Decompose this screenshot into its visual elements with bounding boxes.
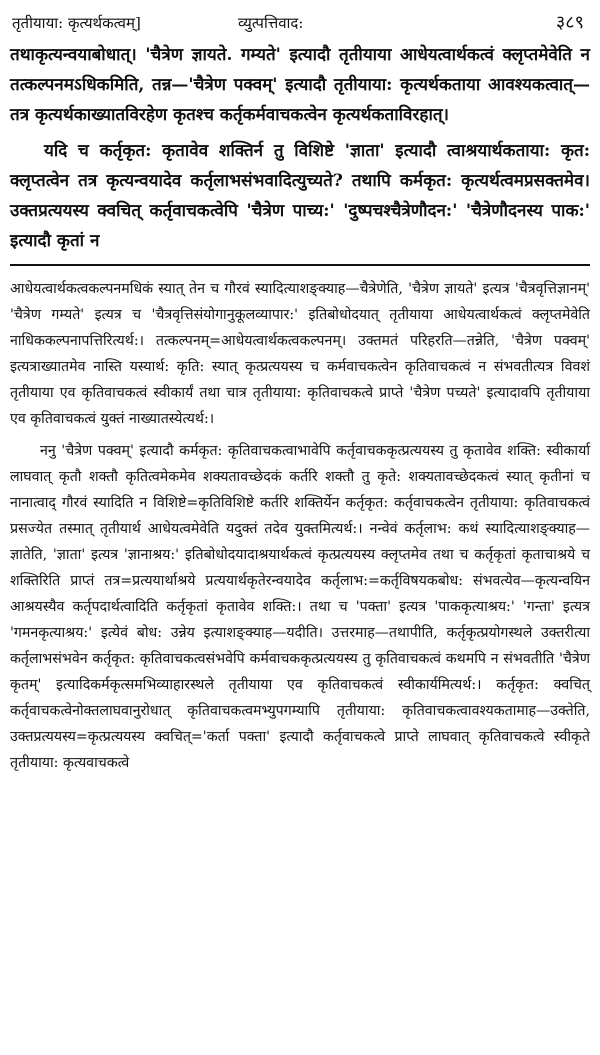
section-divider (10, 264, 590, 266)
commentary-block (10, 276, 590, 776)
page-header (10, 6, 590, 40)
commentary-paragraph-1: आधेयत्वार्थकत्वकल्पनमधिकं स्यात् तेन च गौरवं स्यादित्याशङ्क्याह—चैत्रेणेति, 'चैत्रेण ज्ञायते' इत्यत्र 'चैत्रवृत्तिज्ञानम्' 'चैत्रेण गम्यते' इत्यत्र च 'चैत्रवृत्तिसंयोगानुकूलव्यापार:' इतिबोधोदयात् तृतीयाया आधेयत्वार्थकत्वं क्लृप्तमेवेति नाधिककल्पनापत्तिरित्यर्थ:। तत्कल्पनम्=आधेयत्वार्थकत्वकल्पनम्। उक्तमतं परिहरति—तन्नेति, 'चैत्रेण पक्वम्' इत्यत्राख्यातमेव नास्ति यस्यार्थ: कृति: स्यात् कृत्प्रत्ययस्य च कर्मवाचकत्वेन कृतिवाचकत्वं न संभवतीत्यत्र विवशं तृतीयाया एव कृतिवाचकत्वं स्वीकार्यं तथा चात्र तृतीयाया: कृतिवाचकत्वे प्राप्ते 'चैत्रेण पच्यते' इत्यादावपि तृतीयाया एव कृतिवाचकत्वं युक्तं नाख्यातस्येत्यर्थ:। (10, 281, 590, 427)
main-text-block (10, 40, 590, 256)
commentary-paragraph-2: ननु 'चैत्रेण पक्वम्' इत्यादौ कर्मकृत: कृतिवाचकत्वाभावेपि कर्तृवाचककृत्प्रत्ययस्य तु कृतावेव शक्ति: स्वीकार्या लाघवात् कृतौ शक्तौ कृतित्वमेकमेव शक्यतावच्छेदकं कर्तरि शक्तौ तु कृते: शक्यतावच्छेदकत्वं स्यात् कृतीनां च नानात्वाद् गौरवं स्यादिति न विशिष्टे=कृतिविशिष्टे कर्तरि शक्तिर्येन कर्तृकृत: कर्तृवाचकत्वेन तृतीयाया: कृतिवाचकत्वं प्रसज्येत तस्मात् तृतीयार्थ आधेयत्वमेवेति यदुक्तं तदेव युक्तमित्यर्थ:। नन्वेवं कर्तृलाभ: कथं स्यादित्याशङ्क्याह—ज्ञातेति, 'ज्ञाता' इत्यत्र 'ज्ञानाश्रय:' इतिबोधोदयादाश्रयार्थकत्वं कृत्प्रत्ययस्य क्लृप्तमेव तथा च कर्तृकृतां कृताचाश्रये च शक्तिरिति प्राप्तं तत्र=प्रत्ययार्थाश्रये प्रत्ययार्थकृतेरन्वयादेव कर्तृलाभ:=कर्तृविषयकबोध: संभवत्येव—कृत्यन्वयिन आश्रयस्यैव कर्तृपदार्थत्वादिति कर्तृकृतां कृतावेव शक्ति:। तथा च 'पक्ता' इत्यत्र 'पाककृत्याश्रय:' 'गन्ता' इत्यत्र 'गमनकृत्याश्रय:' इत्येवं बोध: उन्नेय इत्याशङ्क्याह—यदीति। उत्तरमाह—तथापीति, कर्तृकृत्प्रयोगस्थले उक्तरीत्या कर्तृलाभसंभवेन कर्तृकृत: कृतिवाचकत्वसंभवेपि कर्मवाचककृत्प्रत्ययस्य तु कृतिवाचकत्वं कथमपि न संभवतीति 'चैत्रेण कृतम्' इत्यादिकर्मकृत्समभिव्याहारस्थले तृतीयाया एव कृतिवाचकत्वं स्वीकार्यमित्यर्थ:। कर्तृकृत: क्वचित् कर्तृवाचकत्वेनोक्तलाघवानुरोधात् कृतिवाचकत्वमभ्युपगम्यापि तृतीयाया: कृतिवाचकत्वावश्यकतामाह—उक्तेति, उक्तप्रत्ययस्य=कृत्प्रत्ययस्य क्वचित्='कर्ता पक्ता' इत्यादौ कर्तृवाचकत्वे प्राप्ते लाघवात् कृतिवाचकत्वे स्वीकृते तृतीयाया: कृत्यवाचकत्वे (10, 443, 590, 771)
running-header-title: व्युत्पत्तिवाद: (238, 14, 304, 32)
main-paragraph-2: यदि च कर्तृकृत: कृतावेव शक्तिर्न तु विशिष्टे 'ज्ञाता' इत्यादौ त्वाश्रयार्थकताया: कृत: क्लृप्तत्वेन तत्र कृत्यन्वयादेव कर्तृलाभसंभवादित्युच्यते? तथापि कर्मकृत: कृत्यर्थत्वमप्रसक्तमेव। उक्तप्रत्ययस्य क्वचित् कर्तृवाचकत्वेपि 'चैत्रेण पाच्य:' 'दुष्पचश्चैत्रेणौदन:' 'चैत्रेणौदनस्य पाक:' इत्यादौ कृतां न (10, 141, 590, 251)
running-header-left: तृतीयाया: कृत्यर्थकत्वम्] (12, 14, 141, 32)
main-paragraph-1: तथाकृत्यन्वयाबोधात्। 'चैत्रेण ज्ञायते. गम्यते' इत्यादौ तृतीयाया आधेयत्वार्थकत्वं क्लृप्तमेवेति न तत्कल्पनमऽधिकमिति, तन्न—'चैत्रेण पक्वम्' इत्यादौ तृतीयाया: कृत्यर्थकताया आवश्यकत्वात्—तत्र कृत्यर्थकाख्यातविरहेण कृतश्च कर्तृकर्मवाचकत्वेन कृत्यर्थकताविरहात्। (10, 45, 590, 125)
page-number: ३८९ (555, 12, 584, 33)
document-page (10, 6, 590, 1049)
